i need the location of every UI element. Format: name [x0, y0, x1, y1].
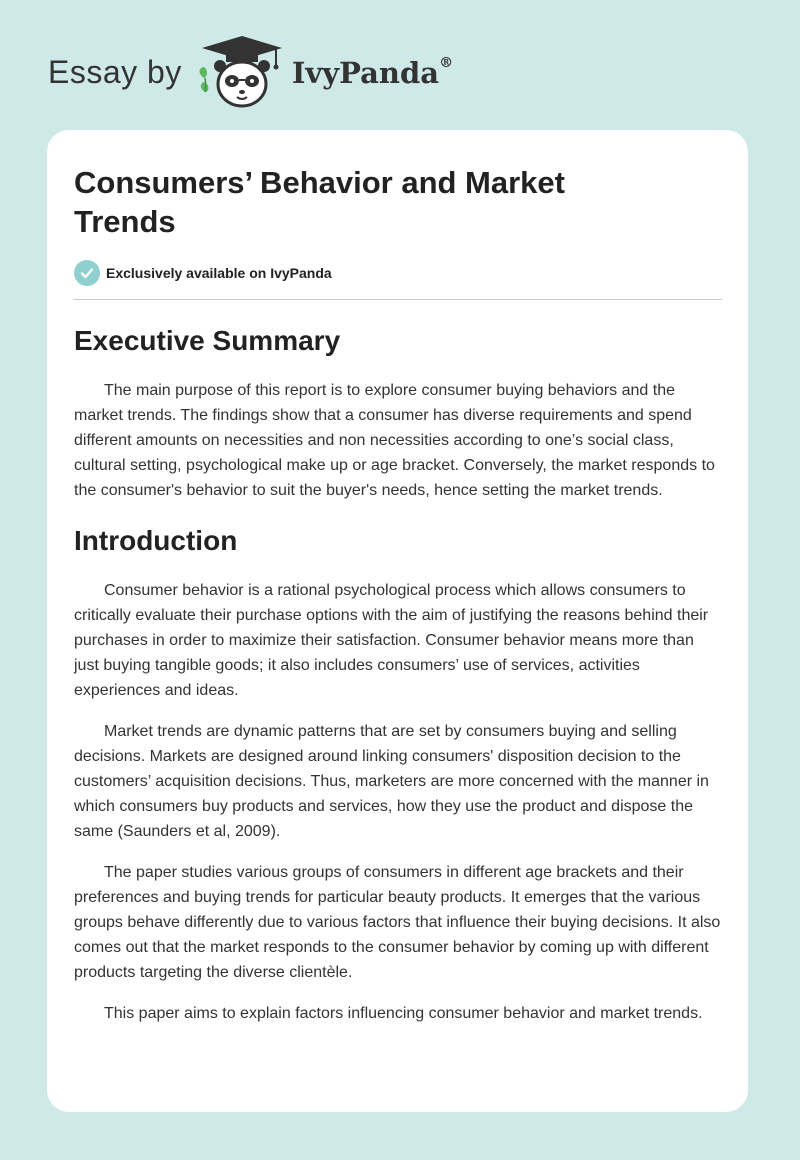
section-heading: Introduction — [74, 525, 238, 556]
brand-name[interactable]: IvyPanda® — [291, 54, 454, 90]
paragraph: Market trends are dynamic patterns that are set by consumers buying and selling decisions. Markets are designed around linking consumers' disposition decision to the customers’ acquisition decisions. Thus, marketers are more concerned with the manner in which consumers buy products and services, how they use the product and dispose the same (Saunders et al, 2009). — [74, 723, 709, 840]
exclusive-badge — [74, 260, 722, 286]
section-introduction — [74, 523, 722, 1026]
paragraph: The paper studies various groups of consumers in different age brackets and their preferences and buying trends for particular beauty products. It emerges that the various groups behave differently due to various factors that influence their buying decisions. It also comes out that the market responds to the consumer behavior by coming up with different products targeting the diverse clientèle. — [74, 864, 721, 981]
section-executive-summary — [74, 323, 722, 503]
paragraph: This paper aims to explain factors influencing consumer behavior and market trends. — [104, 1005, 703, 1022]
panda-graduate-logo[interactable] — [196, 34, 288, 110]
brand-header — [48, 34, 453, 110]
page-title: Consumers’ Behavior and Market Trends — [74, 165, 565, 239]
essay-card — [47, 130, 748, 1112]
paragraph: Consumer behavior is a rational psychological process which allows consumers to critically evaluate their purchase options with the aim of justifying the reasons behind their purchases in order to maximize their satisfaction. Consumer behavior means more than just buying tangible goods; it also includes consumers’ use of services, activities experiences and ideas. — [74, 582, 709, 699]
brand-prefix: Essay by — [48, 53, 182, 90]
section-heading: Executive Summary — [74, 325, 341, 356]
divider — [74, 299, 722, 300]
paragraph: The main purpose of this report is to explore consumer buying behaviors and the market trends. The findings show that a consumer has diverse requirements and spend different amounts on necessities and non necessities according to one’s social class, cultural setting, psychological make up or age bracket. Conversely, the market responds to the consumer's behavior to suit the buyer's needs, hence setting the market trends. — [74, 382, 715, 499]
check-icon — [74, 260, 100, 286]
badge-label: Exclusively available on IvyPanda — [106, 265, 332, 281]
